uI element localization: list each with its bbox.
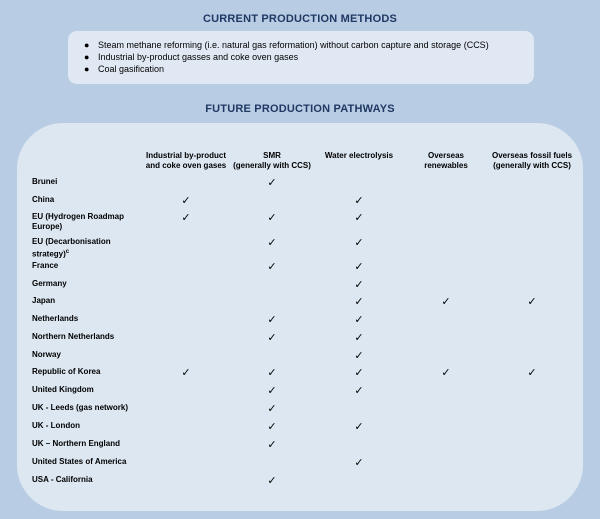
column-header — [146, 151, 226, 171]
current-methods-box — [68, 31, 534, 84]
row-label-line: France — [32, 261, 59, 270]
checkmark-icon: ✓ — [267, 438, 277, 451]
row-label-line: EU (Decarbonisation — [32, 237, 111, 246]
column-header-line: Industrial by-product — [145, 151, 226, 160]
checkmark-icon: ✓ — [267, 313, 277, 326]
row-label — [32, 195, 54, 205]
column-header-line: renewables — [424, 161, 468, 170]
checkmark-icon: ✓ — [354, 456, 364, 469]
row-label — [32, 296, 55, 306]
checkmark-icon: ✓ — [354, 384, 364, 397]
checkmark-icon: ✓ — [181, 211, 191, 224]
checkmark-icon: ✓ — [267, 384, 277, 397]
checkmark-icon: ✓ — [354, 366, 364, 379]
row-label — [32, 237, 111, 260]
row-label — [32, 177, 57, 187]
column-header-line: Water electrolysis — [324, 151, 394, 160]
checkmark-icon: ✓ — [354, 420, 364, 433]
current-method-item — [84, 51, 489, 63]
row-label-line: Europe) — [32, 222, 63, 231]
row-label-line: EU (Hydrogen Roadmap — [32, 212, 125, 221]
checkmark-icon: ✓ — [267, 331, 277, 344]
current-method-item — [84, 63, 489, 75]
checkmark-icon: ✓ — [267, 211, 277, 224]
checkmark-icon: ✓ — [267, 420, 277, 433]
checkmark-icon: ✓ — [267, 474, 277, 487]
checkmark-icon: ✓ — [527, 366, 537, 379]
current-method-text: Steam methane reforming (i.e. natural gas reformation) without carbon capture and storage (CCS) — [98, 40, 489, 50]
checkmark-icon: ✓ — [354, 313, 364, 326]
row-label-line: Northern Netherlands — [32, 332, 115, 341]
column-header-line: SMR — [263, 151, 281, 160]
row-label-line: UK – Northern England — [32, 439, 121, 448]
row-label-line: Japan — [32, 296, 56, 305]
row-label-line: United States of America — [32, 457, 127, 466]
future-pathways-box — [17, 123, 583, 511]
footnote-marker: c — [65, 249, 70, 255]
row-label — [32, 261, 58, 271]
checkmark-icon: ✓ — [181, 194, 191, 207]
current-methods-title: CURRENT PRODUCTION METHODS — [202, 13, 398, 25]
row-label-line: USA - California — [32, 475, 93, 484]
row-label-line: Germany — [32, 279, 67, 288]
current-method-text: Industrial by-product gasses and coke oven gases — [98, 52, 299, 62]
column-header — [325, 151, 393, 161]
checkmark-icon: ✓ — [354, 260, 364, 273]
column-header-line: Overseas — [427, 151, 465, 160]
checkmark-icon: ✓ — [267, 176, 277, 189]
row-label-line: Republic of Korea — [32, 367, 101, 376]
column-header-line: Overseas fossil fuels — [491, 151, 573, 160]
checkmark-icon: ✓ — [441, 295, 451, 308]
row-label — [32, 385, 94, 395]
checkmark-icon: ✓ — [354, 236, 364, 249]
row-label-line: China — [32, 195, 55, 204]
checkmark-icon: ✓ — [354, 194, 364, 207]
row-label — [32, 457, 126, 467]
row-label — [32, 475, 93, 485]
bullet-icon: ● — [84, 64, 90, 74]
checkmark-icon: ✓ — [354, 349, 364, 362]
checkmark-icon: ✓ — [267, 236, 277, 249]
current-methods-list — [84, 39, 489, 75]
row-label — [32, 367, 100, 377]
row-label — [32, 212, 124, 232]
row-label — [32, 403, 128, 413]
row-label — [32, 332, 114, 342]
checkmark-icon: ✓ — [441, 366, 451, 379]
row-label — [32, 439, 120, 449]
column-header-line: and coke oven gases — [145, 161, 227, 170]
column-header — [233, 151, 311, 171]
column-header — [424, 151, 468, 171]
row-label-line: Brunei — [32, 177, 58, 186]
row-label-line: Netherlands — [32, 314, 79, 323]
checkmark-icon: ✓ — [267, 260, 277, 273]
row-label-line: UK - London — [32, 421, 80, 430]
row-label-line: United Kingdom — [32, 385, 94, 394]
checkmark-icon: ✓ — [354, 211, 364, 224]
checkmark-icon: ✓ — [181, 366, 191, 379]
column-header-line: (generally with CCS) — [233, 161, 311, 170]
row-label — [32, 314, 78, 324]
checkmark-icon: ✓ — [267, 366, 277, 379]
column-header-line: (generally with CCS) — [493, 161, 571, 170]
bullet-icon: ● — [84, 40, 90, 50]
current-method-item — [84, 39, 489, 51]
current-method-text: Coal gasification — [98, 64, 165, 74]
column-header — [492, 151, 572, 171]
row-label-line: Norway — [32, 350, 61, 359]
checkmark-icon: ✓ — [354, 331, 364, 344]
row-label-line: strategy)$^c$ — [32, 249, 70, 259]
row-label — [32, 279, 67, 289]
future-pathways-title: FUTURE PRODUCTION PATHWAYS — [205, 103, 395, 115]
checkmark-icon: ✓ — [354, 278, 364, 291]
checkmark-icon: ✓ — [354, 295, 364, 308]
row-label-line: UK - Leeds (gas network) — [32, 403, 129, 412]
checkmark-icon: ✓ — [267, 402, 277, 415]
checkmark-icon: ✓ — [527, 295, 537, 308]
row-label — [32, 350, 61, 360]
row-label — [32, 421, 80, 431]
bullet-icon: ● — [84, 52, 90, 62]
